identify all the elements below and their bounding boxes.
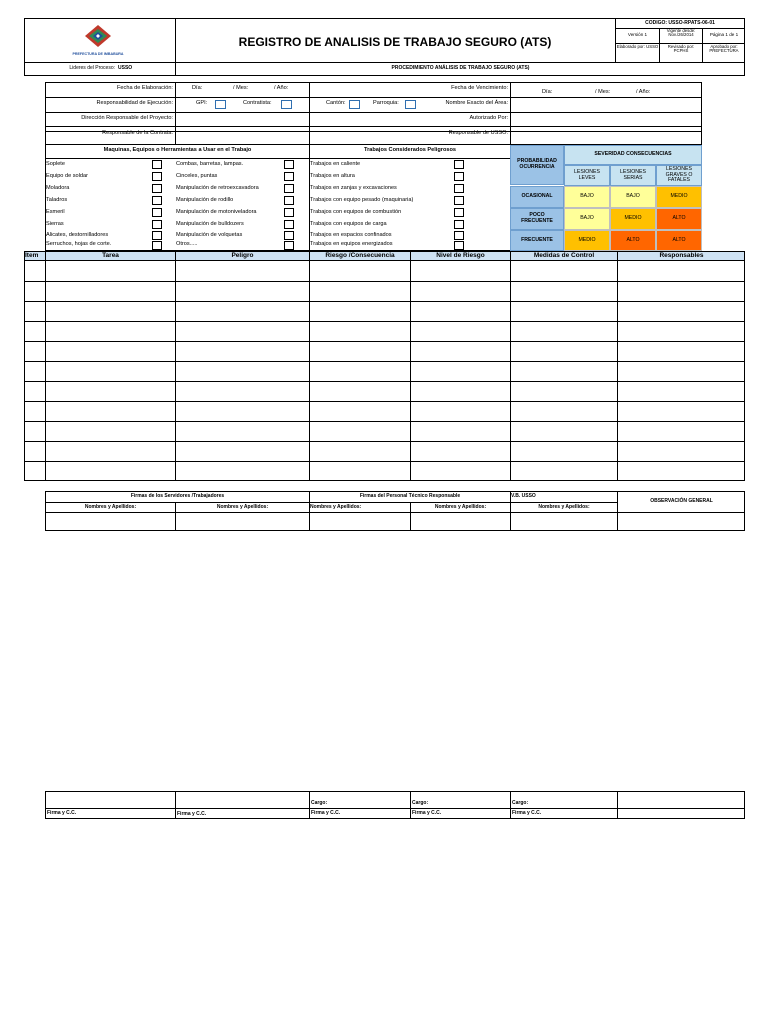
- probability-header: PROBABILIDAD OCURRENCIA: [510, 145, 564, 185]
- risk-cell-bajo: BAJO: [610, 186, 656, 208]
- equipment-item: Esmeril: [46, 209, 65, 215]
- mes-label: / Mes:: [233, 85, 249, 91]
- header-medidas: Medidas de Control: [533, 252, 595, 259]
- pagina: Página 1 de 1: [709, 32, 739, 37]
- canton-checkbox[interactable]: [349, 100, 360, 109]
- risk-cell-bajo: BAJO: [564, 208, 610, 230]
- procedimiento: PROCEDIMIENTO ANÁLISIS DE TRABAJO SEGURO (ATS): [391, 65, 530, 71]
- table-row[interactable]: [24, 361, 745, 362]
- equipment-item: Manipulación de retroexcavadora: [176, 185, 259, 191]
- header-nivel: Nivel de Riesgo: [436, 252, 485, 259]
- severity-col-serias: LESIONES SERIAS: [610, 165, 656, 186]
- lideres-label: Lideres del Proceso:: [69, 65, 115, 71]
- equipment-checkbox[interactable]: [152, 241, 162, 250]
- canton-label: Cantón:: [326, 100, 346, 106]
- equipment-checkbox[interactable]: [152, 196, 162, 205]
- dangerous-checkbox[interactable]: [454, 184, 464, 193]
- contratista-label: Contratista:: [243, 100, 272, 106]
- equipment-item: Otros.....: [176, 241, 198, 247]
- equipment-item: Serruchos, hojas de corte.: [46, 241, 112, 247]
- equipment-checkbox[interactable]: [284, 184, 294, 193]
- cargo-label: Cargo:: [412, 800, 429, 806]
- firma-label: Firma y C.C.: [311, 810, 341, 816]
- dangerous-item: Trabajos en equipos energizados: [310, 241, 393, 247]
- anio-label-2: / Año:: [636, 89, 651, 95]
- logo-text: PREFECTURA DE IMBABURA: [72, 52, 124, 56]
- fecha-vencimiento-label: Fecha de Vencimiento:: [451, 85, 508, 91]
- prefectura-logo: [78, 23, 118, 63]
- severity-col-graves: LESIONES GRAVES O FATALES: [656, 165, 702, 186]
- responsable-usso-label: Responsable de USSO:: [448, 130, 508, 136]
- equipment-checkbox[interactable]: [284, 208, 294, 217]
- nombres-label: Nombres y Apellidos:: [216, 504, 269, 510]
- parroquia-checkbox[interactable]: [405, 100, 416, 109]
- header-peligro: Peligro: [231, 252, 254, 259]
- personal-tecnico-title: Firmas del Personal Técnico Responsable: [359, 493, 461, 499]
- version: Versión 1: [627, 32, 648, 37]
- probability-ocasional: OCASIONAL: [510, 186, 564, 208]
- cargo-label: Cargo:: [512, 800, 529, 806]
- table-row[interactable]: [24, 381, 745, 382]
- firma-label: Firma y C.C.: [47, 810, 77, 816]
- dangerous-title: Trabajos Considerados Peligrosos: [363, 147, 456, 153]
- equipment-checkbox[interactable]: [284, 172, 294, 181]
- firma-label: Firma y C.C.: [512, 810, 542, 816]
- equipment-item: Manipulación de motoniveladora: [176, 209, 257, 215]
- dangerous-item: Trabajos con equipos de carga: [310, 221, 387, 227]
- severity-header: SEVERIDAD CONSECUENCIAS: [564, 145, 702, 165]
- table-row[interactable]: [24, 461, 745, 462]
- mes-label-2: / Mes:: [595, 89, 611, 95]
- risk-cell-alto: ALTO: [656, 208, 702, 230]
- probability-poco-frecuente: POCO FRECUENTE: [510, 208, 564, 230]
- risk-cell-medio: MEDIO: [564, 230, 610, 251]
- dangerous-checkbox[interactable]: [454, 241, 464, 250]
- equipment-checkbox[interactable]: [284, 196, 294, 205]
- header-responsables: Responsables: [659, 252, 704, 259]
- equipment-checkbox[interactable]: [284, 231, 294, 240]
- page-title: REGISTRO DE ANALISIS DE TRABAJO SEGURO (ATS): [238, 35, 552, 49]
- dangerous-item: Trabajos en caliente: [310, 161, 361, 167]
- form-code: CODIGO: USSO-RPATS-06-01: [645, 20, 715, 26]
- contratista-checkbox[interactable]: [281, 100, 292, 109]
- observacion-title: OBSERVACIÓN GENERAL: [650, 498, 713, 504]
- nombres-label: Nombres y Apellidos:: [84, 504, 137, 510]
- direccion-label: Dirección Responsable del Proyecto:: [81, 115, 173, 121]
- equipment-checkbox[interactable]: [152, 160, 162, 169]
- table-row[interactable]: [24, 441, 745, 442]
- equipment-item: Equipo de soldar: [46, 173, 88, 179]
- equipment-checkbox[interactable]: [284, 220, 294, 229]
- servidores-title: Firmas de los Servidores /Trabajadores: [130, 493, 225, 499]
- elaborado: Elaborado por: USSO: [616, 44, 659, 49]
- equipment-checkbox[interactable]: [284, 160, 294, 169]
- equipment-item: Combas, barretas, lampas.: [176, 161, 244, 167]
- dangerous-item: Trabajos con equipos de combustión: [310, 209, 402, 215]
- equipment-checkbox[interactable]: [284, 241, 294, 250]
- aprobado: Aprobado por: PREFECTURA: [709, 44, 739, 54]
- autorizado-label: Autorizado Por:: [469, 115, 508, 121]
- vb-usso-title: V.B. USSO: [511, 493, 536, 499]
- risk-cell-medio: MEDIO: [610, 208, 656, 230]
- table-row[interactable]: [24, 421, 745, 422]
- equipment-item: Moladora: [46, 185, 70, 191]
- severity-col-leves: LESIONES LEVES: [564, 165, 610, 186]
- firma-label: Firma y C.C.: [412, 810, 442, 816]
- table-row[interactable]: [24, 281, 745, 282]
- equipment-item: Manipulación de bulldozers: [176, 221, 244, 227]
- firma-label: Firma y C.C.: [177, 811, 207, 817]
- gpi-checkbox[interactable]: [215, 100, 226, 109]
- risk-cell-bajo: BAJO: [564, 186, 610, 208]
- equipment-item: Alicates, destornilladores: [46, 232, 109, 238]
- lideres-value: USSO: [118, 65, 133, 71]
- header-riesgo: Riesgo /Consecuencia: [325, 252, 395, 259]
- equipment-checkbox[interactable]: [152, 208, 162, 217]
- equipment-item: Manipulación de rodillo: [176, 197, 234, 203]
- dia-label: Día:: [192, 85, 203, 91]
- dangerous-checkbox[interactable]: [454, 208, 464, 217]
- equipment-checkbox[interactable]: [152, 172, 162, 181]
- equipment-title: Maquinas, Equipos o Herramientas a Usar en el Trabajo: [103, 147, 252, 153]
- responsable-contrata-label: Responsable de la Contrata:: [102, 130, 173, 136]
- anio-label: / Año:: [274, 85, 289, 91]
- equipment-item: Soplete: [46, 161, 65, 167]
- equipment-box: [45, 145, 510, 251]
- dangerous-item: Trabajos en zanjas y excavaciones: [310, 185, 397, 191]
- equipment-checkbox[interactable]: [152, 220, 162, 229]
- gpi-label: GPI:: [196, 100, 208, 106]
- fecha-elaboracion-label: Fecha de Elaboración:: [117, 85, 173, 91]
- dangerous-item: Trabajos con equipo pesado (maquinaria): [310, 197, 414, 203]
- equipment-item: Cinceles, puntas: [176, 173, 218, 179]
- equipment-checkbox[interactable]: [152, 231, 162, 240]
- header-item: Item: [25, 252, 39, 259]
- equipment-item: Manipulación de volquetas: [176, 232, 243, 238]
- dangerous-checkbox[interactable]: [454, 220, 464, 229]
- nombre-area-label: Nombre Exacto del Área:: [445, 100, 508, 106]
- nombres-label: Nombres y Apellidos:: [538, 504, 590, 510]
- probability-frecuente: FRECUENTE: [510, 230, 564, 251]
- risk-cell-medio: MEDIO: [656, 186, 702, 208]
- table-row[interactable]: [24, 401, 745, 402]
- risk-cell-alto: ALTO: [610, 230, 656, 251]
- responsabilidad-label: Responsabilidad de Ejecución:: [96, 100, 173, 106]
- equipment-item: Taladros: [46, 197, 68, 203]
- table-row[interactable]: [24, 321, 745, 322]
- vigente: Vigente desde: Nov./26/2014: [666, 28, 696, 38]
- nombres-label: Nombres y Apellidos:: [434, 504, 487, 510]
- dangerous-checkbox[interactable]: [454, 160, 464, 169]
- header-tarea: Tarea: [102, 252, 119, 259]
- nombres-label: Nombres y Apellidos:: [310, 504, 362, 510]
- table-row[interactable]: [24, 341, 745, 342]
- dangerous-item: Trabajos en altura: [310, 173, 355, 179]
- dangerous-item: Trabajos en espacios confinados: [310, 232, 392, 238]
- dangerous-checkbox[interactable]: [454, 196, 464, 205]
- risk-cell-alto: ALTO: [656, 230, 702, 251]
- dia-label-2: Día:: [542, 89, 553, 95]
- revisado: Revisado por: PCPHS: [667, 44, 695, 54]
- dangerous-checkbox[interactable]: [454, 231, 464, 240]
- table-row[interactable]: [24, 301, 745, 302]
- equipment-checkbox[interactable]: [152, 184, 162, 193]
- equipment-item: Sierras: [46, 221, 64, 227]
- footer-box: [45, 791, 745, 819]
- cargo-label: Cargo:: [311, 800, 328, 806]
- dangerous-checkbox[interactable]: [454, 172, 464, 181]
- parroquia-label: Parroquia:: [373, 100, 399, 106]
- main-table-body: [24, 261, 745, 481]
